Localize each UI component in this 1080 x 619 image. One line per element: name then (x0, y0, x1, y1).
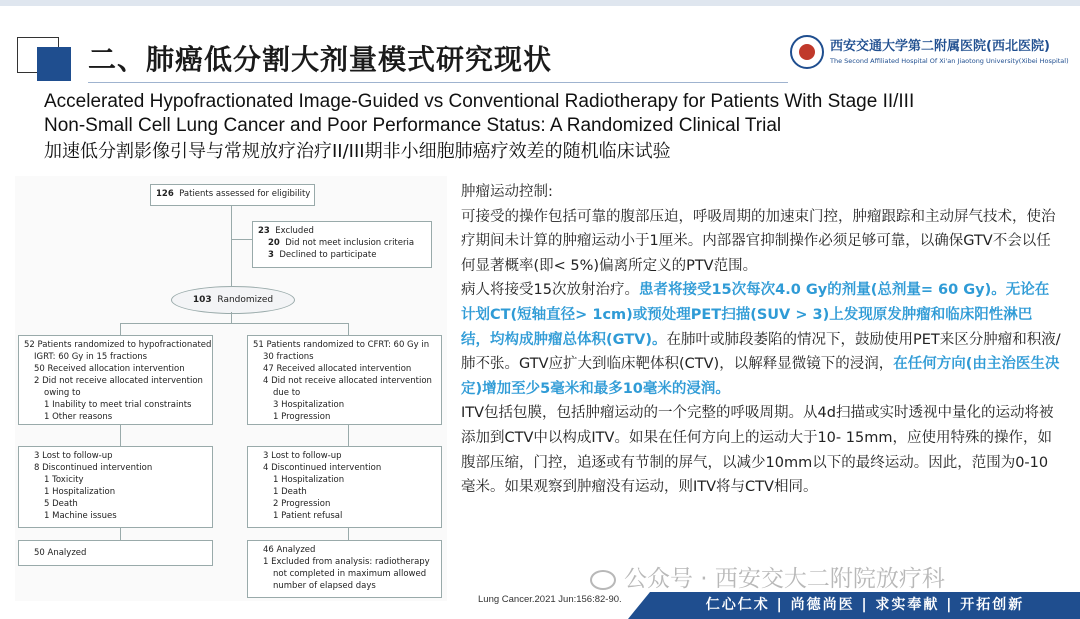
english-title-line1: Accelerated Hypofractionated Image-Guided vs Conventional Radiotherapy for Patients With Stage II/III (44, 91, 915, 112)
wechat-icon (590, 570, 616, 590)
connector-line (348, 323, 349, 335)
consort-diagram (15, 176, 447, 601)
motion-control-paragraph: 可接受的操作包括可靠的腹部压迫，呼吸周期的加速束门控，肿瘤跟踪和主动屏气技术，使治疗期间未计算的肿瘤运动小于1厘米。内部器官抑制操作必须足够可靠，以确保GTV不会以任何显著概率(即< 5%)偏离所定义的PTV范围。 (461, 208, 1056, 274)
chinese-title: 加速低分割影像引导与常规放疗治疗II/III期非小细胞肺癌疗效差的随机临床试验 (44, 141, 671, 162)
connector-line (120, 528, 121, 540)
english-title-line2: Non-Small Cell Lung Cancer and Poor Performance Status: A Randomized Clinical Trial (44, 115, 782, 136)
itv-paragraph: ITV包括包膜，包括肿瘤运动的一个完整的呼吸周期。从4d扫描或实时透视中量化的运动将被添加到CTV中以构成ITV。如果在任何方向上的运动大于10- 15mm，应使用特殊的操作，如腹部压缩，门控，追逐或有节制的屏气，以减少10mm以下的最终运动。因此，范围为0-10毫米。如果观察到肿瘤没有运动，则ITV将与CTV相同。 (461, 405, 1054, 496)
hospital-logo (790, 33, 1070, 75)
decor-square-fill (37, 47, 71, 81)
citation: Lung Cancer.2021 Jun:156:82-90. (478, 594, 622, 605)
randomized-oval: 103 Randomized (171, 286, 295, 314)
left-allocation-box: 52 Patients randomized to hypofractionated IGRT: 60 Gy in 15 fractions 50 Received allocation intervention 2 Did not receive allocated intervention owing to 1 Inability to meet trial constraints 1 Other reasons (18, 335, 213, 425)
footer-banner (650, 592, 1080, 619)
dose-paragraph: 病人将接受15次放射治疗。患者将接受15次每次4.0 Gy的剂量(总剂量= 60 Gy)。无论在计划CT(短轴直径> 1cm)或预处理PET扫描(SUV > 3)上发现原发肿瘤和临床阳性淋巴结，均构成肿瘤总体积(GTV)。在肺叶或肺段萎陷的情况下，鼓励使用PET来区分肿瘤和积液/肺不张。GTV应扩大到临床靶体积(CTV)，以解释显微镜下的浸润，在任何方向(由主治医生决定)增加至少5毫米和最多10毫米的浸润。 (461, 282, 1061, 397)
connector-line (120, 323, 348, 324)
right-analyzed-box: 46 Analyzed 1 Excluded from analysis: radiotherapy not completed in maximum allowed number of elapsed days (247, 540, 442, 598)
motion-control-heading: 肿瘤运动控制: (461, 184, 553, 200)
highlight-dose: 患者将接受15次每次4.0 Gy的剂量(总剂量= 60 Gy)。无论在计划CT(短轴直径> 1cm)或预处理PET扫描(SUV > 3)上发现原发肿瘤和临床阳性淋巴结，均构成肿瘤总体积(GTV)。 (461, 282, 1050, 348)
hospital-emblem-icon (790, 35, 824, 69)
footer-motto: 仁心仁术 | 尚德尚医 | 求实奉献 | 开拓创新 (705, 597, 1025, 613)
right-allocation-box: 51 Patients randomized to CFRT: 60 Gy in 30 fractions 47 Received allocated intervention 4 Did not receive allocated intervention due to 3 Hospitalization 1 Progression (247, 335, 442, 425)
excluded-box: 23 Excluded 20 Did not meet inclusion criteria 3 Declined to participate (252, 221, 432, 268)
highlight-margin: 在任何方向(由主治医生决定)增加至少5毫米和最多10毫米的浸润。 (461, 356, 1060, 397)
english-title (44, 90, 1044, 138)
connector-line (120, 425, 121, 446)
title-divider (88, 82, 788, 83)
connector-line (348, 528, 349, 540)
connector-line (120, 323, 121, 335)
section-title: 二、肺癌低分割大剂量模式研究现状 (88, 43, 553, 76)
hospital-name-cn: 西安交通大学第二附属医院(西北医院) (830, 39, 1050, 54)
connector-line (231, 206, 232, 286)
body-text (461, 180, 1061, 500)
left-analyzed-box: 50 Analyzed (18, 540, 213, 566)
assessed-box: 126 Patients assessed for eligibility (150, 184, 315, 206)
left-followup-box: 3 Lost to follow-up 8 Discontinued intervention 1 Toxicity 1 Hospitalization 5 Death 1 Machine issues (18, 446, 213, 528)
right-followup-box: 3 Lost to follow-up 4 Discontinued intervention 1 Hospitalization 1 Death 2 Progression 1 Patient refusal (247, 446, 442, 528)
connector-line (231, 312, 232, 323)
watermark: 公众号 · 西安交大二附院放疗科 (590, 560, 945, 593)
connector-line (231, 239, 252, 240)
top-line (0, 0, 1080, 6)
connector-line (348, 425, 349, 446)
hospital-name-en: The Second Affiliated Hospital Of Xi'an Jiaotong University(Xibei Hospital) (830, 57, 1069, 65)
